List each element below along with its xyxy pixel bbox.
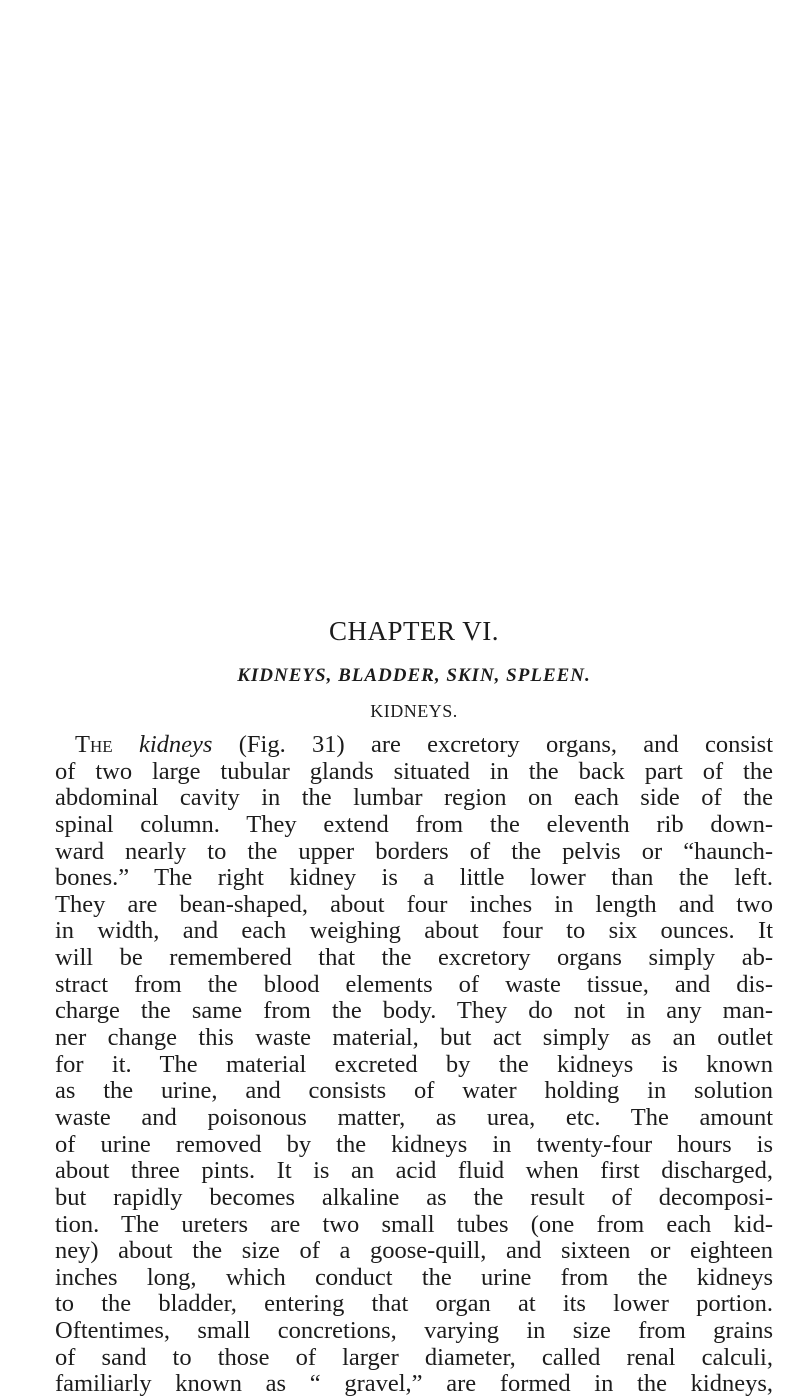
text-line: in width, and each weighing about four to six ounces. It bbox=[55, 917, 773, 945]
lead-word: The bbox=[75, 731, 113, 758]
text-line: They are bean-shaped, about four inches in length and two bbox=[55, 890, 773, 918]
chapter-heading: CHAPTER VI. bbox=[328, 616, 500, 646]
text-line: waste and poisonous matter, as urea, etc. The amount bbox=[55, 1103, 773, 1131]
text-line: tion. The ureters are two small tubes (one from each kid- bbox=[55, 1210, 773, 1238]
chapter-subtitle: KIDNEYS, BLADDER, SKIN, SPLEEN. bbox=[237, 665, 591, 686]
text-line: ner change this waste material, but act simply as an outlet bbox=[55, 1024, 773, 1052]
text-line: familiarly known as “ gravel,” are formed in the kidneys, bbox=[55, 1370, 773, 1398]
text-line: stract from the blood elements of waste tissue, and dis- bbox=[55, 970, 773, 998]
text-line: to the bladder, entering that organ at its lower portion. bbox=[55, 1290, 773, 1318]
lead-italic-word: kidneys bbox=[138, 731, 213, 758]
text-line: will be remembered that the excretory organs simply ab- bbox=[55, 944, 773, 972]
text-line: about three pints. It is an acid fluid when first discharged, bbox=[55, 1157, 773, 1185]
text-line: ney) about the size of a goose-quill, and sixteen or eighteen bbox=[55, 1237, 773, 1265]
text-line: for it. The material excreted by the kidneys is known bbox=[55, 1050, 773, 1078]
text-line bbox=[55, 732, 773, 759]
text-line: ward nearly to the upper borders of the pelvis or “haunch- bbox=[55, 837, 773, 865]
body-paragraph bbox=[55, 732, 773, 1398]
text-line: inches long, which conduct the urine from the kidneys bbox=[55, 1263, 773, 1291]
text-line: abdominal cavity in the lumbar region on each side of the bbox=[55, 784, 773, 812]
text-line: but rapidly becomes alkaline as the result of decomposi- bbox=[55, 1183, 773, 1211]
line-text: (Fig. 31) are excretory organs, and consist bbox=[238, 731, 774, 758]
text-line: charge the same from the body. They do not in any man- bbox=[55, 997, 773, 1025]
section-heading: KIDNEYS. bbox=[370, 701, 458, 721]
book-page bbox=[55, 0, 774, 1398]
text-line: of sand to those of larger diameter, called renal calculi, bbox=[55, 1343, 773, 1371]
text-line: bones.” The right kidney is a little lower than the left. bbox=[55, 864, 773, 892]
text-line: Oftentimes, small concretions, varying in size from grains bbox=[55, 1317, 773, 1345]
text-line: of urine removed by the kidneys in twenty-four hours is bbox=[55, 1130, 773, 1158]
text-line: of two large tubular glands situated in the back part of the bbox=[55, 757, 773, 785]
text-line: as the urine, and consists of water holding in solution bbox=[55, 1077, 773, 1105]
text-line: spinal column. They extend from the eleventh rib down- bbox=[55, 810, 773, 838]
